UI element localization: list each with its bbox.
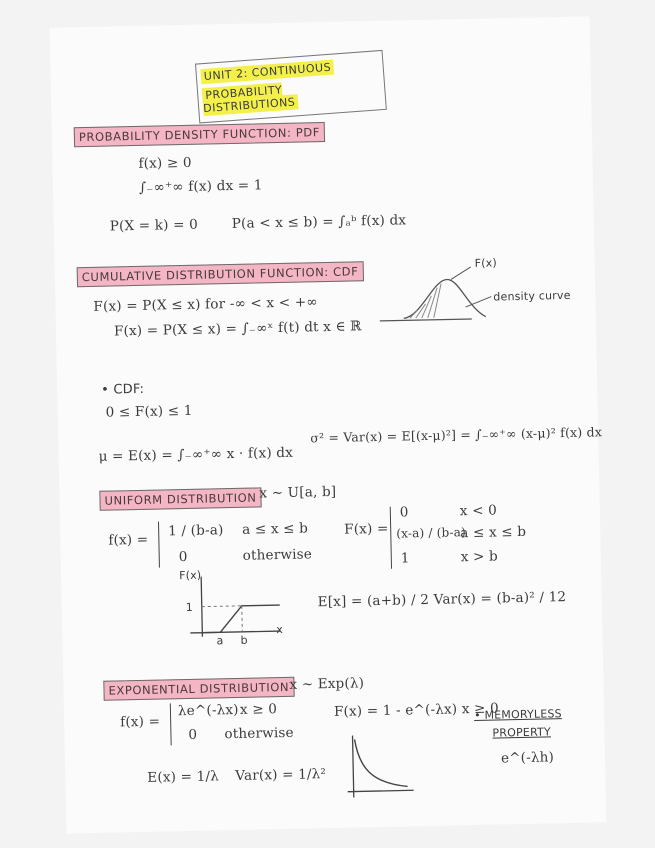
uniform-cdf-c1-val: 0 [399,504,409,521]
pdf-eq-point: P(X = k) = 0 [109,216,199,235]
uniform-cdf-bracket [390,507,392,569]
uniform-cdf-c3-cond: x > b [460,548,499,566]
uniform-graph-one: 1 [185,600,194,615]
cdf-integral: F(x) = P(X ≤ x) = ∫₋∞ˣ f(t) dt x ∈ ℝ [113,318,362,340]
pdf-eq-interval: P(a < x ≤ b) = ∫ₐᵇ f(x) dx [231,212,407,232]
uniform-graph-a: a [216,634,224,648]
exp-density-graph [344,732,425,804]
title-line-1: UNIT 2: CONTINUOUS [200,60,334,85]
pdf-eq-integral: ∫₋∞⁺∞ f(x) dx = 1 [138,177,263,196]
uniform-cdf-graph [178,568,291,653]
title-line-2: PROBABILITY DISTRIBUTIONS [202,82,299,116]
memoryless-line-1: • MEMORYLESS [473,707,562,723]
uniform-graph-b: b [240,633,248,647]
uniform-pdf-bracket [158,522,160,568]
uniform-cdf-c2-cond: a ≤ x ≤ b [460,523,527,542]
uniform-cdf-c1-cond: x < 0 [459,502,498,520]
mean-formula: μ = E(x) = ∫₋∞⁺∞ x · f(x) dx [98,444,294,465]
uniform-cdf-lhs: F(x) = [344,520,389,538]
variance-formula: σ² = Var(x) = E[(x-μ)²] = ∫₋∞⁺∞ (x-μ)² f(x) dx [310,424,603,446]
title-box [195,50,387,124]
exp-pdf-bracket [170,703,172,745]
cdf-note-range: 0 ≤ F(x) ≤ 1 [105,402,193,421]
exp-variance: Var(x) = 1/λ² [235,766,327,785]
exponential-notation: x ~ Exp(λ) [289,675,365,693]
cdf-definition: F(x) = P(X ≤ x) for -∞ < x < +∞ [93,294,318,315]
cdf-heading: CUMULATIVE DISTRIBUTION FUNCTION: CDF [77,261,364,287]
uniform-graph-x: x [276,622,284,637]
uniform-pdf-case2-val: 0 [178,548,188,566]
uniform-cdf-c2-val: (x-a) / (b-a) [396,525,467,541]
curve-label-fx: F(x) [474,256,498,270]
uniform-pdf-case1-cond: a ≤ x ≤ b [242,520,309,538]
uniform-pdf-lhs: f(x) = [108,531,149,549]
uniform-pdf-case1-val: 1 / (b-a) [168,522,224,540]
exp-mean: E(x) = 1/λ [147,768,220,786]
pdf-heading: PROBABILITY DENSITY FUNCTION: PDF [74,122,325,147]
notebook-page [50,16,607,833]
exp-pdf-case2-val: 0 [188,726,198,743]
exp-cdf: F(x) = 1 - e^(-λx) x ≥ 0 [333,700,500,720]
exp-pdf-case1-val: λe^(-λx) [177,701,239,720]
uniform-heading: UNIFORM DISTRIBUTION [99,487,261,510]
uniform-graph-fx: F(x) [178,568,202,583]
uniform-cdf-c3-val: 1 [400,550,410,567]
curve-label-density: density curve [493,288,571,304]
memoryless-line-2: PROPERTY [492,725,552,740]
exp-pdf-lhs: f(x) = [120,713,161,731]
exp-pdf-case1-cond: x ≥ 0 [239,701,278,718]
uniform-notation: x ~ U[a, b] [259,483,337,502]
memoryless-formula: e^(-λh) [500,749,555,767]
uniform-mean: E[x] = (a+b) / 2 [317,591,430,611]
pdf-eq-nonneg: f(x) ≥ 0 [138,154,192,172]
cdf-note-bullet: • CDF: [101,381,145,398]
uniform-pdf-case2-cond: otherwise [242,546,313,564]
exp-pdf-case2-cond: otherwise [224,724,294,743]
exponential-heading: EXPONENTIAL DISTRIBUTION [103,677,294,701]
uniform-variance: Var(x) = (b-a)² / 12 [433,589,567,608]
